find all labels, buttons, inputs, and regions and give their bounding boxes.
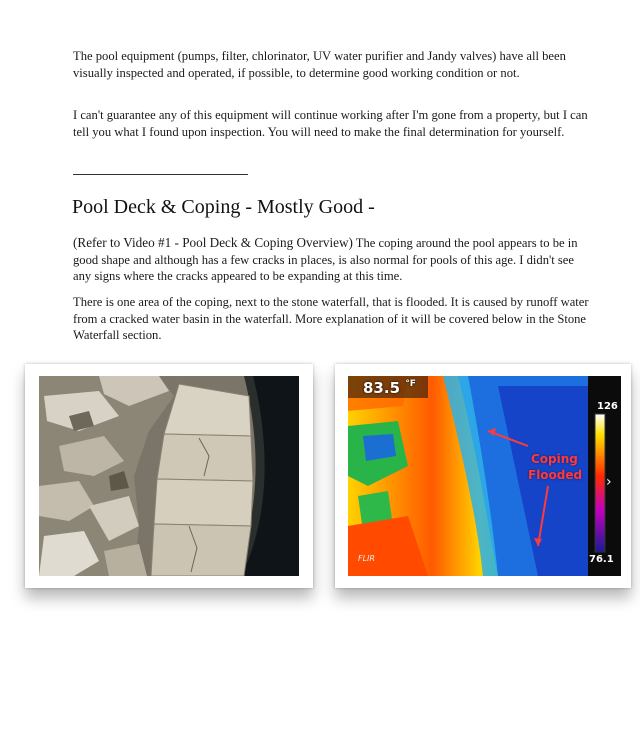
max-temperature-value: 83.5 — [363, 379, 401, 397]
section-divider — [73, 174, 248, 175]
flooded-coping-paragraph: There is one area of the coping, next to the stone waterfall, that is flooded. It is caused by runoff water from a cracked water basin in the waterfall. More explanation of it will be covered below in the Stone Waterfall section. — [73, 295, 589, 342]
section-heading: Pool Deck & Coping - Mostly Good - — [72, 196, 375, 218]
video-reference: (Refer to Video #1 - Pool Deck & Coping Overview) — [73, 235, 353, 250]
coping-photo-frame — [25, 364, 313, 588]
max-temperature-readout — [363, 379, 416, 397]
scale-max-label: 126 — [597, 401, 618, 412]
coping-overview-paragraph — [73, 235, 593, 285]
coping-photo — [39, 376, 299, 576]
guarantee-disclaimer-paragraph: I can't guarantee any of this equipment will continue working after I'm gone from a property, but I can tell you what I found upon inspection. You will need to make the final determination for yourself. — [73, 108, 588, 139]
coping-photo-graphic — [39, 376, 299, 576]
thermal-photo-frame — [335, 364, 631, 588]
equipment-inspection-paragraph: The pool equipment (pumps, filter, chlorinator, UV water purifier and Jandy valves) have all been visually inspected and operated, if possible, to determine good working condition or not. — [73, 49, 566, 80]
coping-overview-text: The coping around the pool appears to be in good shape and although has a few cracks in places, is also normal for pools of this age. I didn't see any signs where the cracks appeared to be expanding at this time. — [73, 236, 578, 283]
annotation-flooded: Flooded — [528, 468, 583, 482]
camera-brand-mark: FLIR — [358, 554, 375, 563]
temperature-unit: °F — [405, 379, 416, 389]
thermal-image — [348, 376, 621, 576]
next-image-chevron-icon[interactable]: › — [606, 474, 612, 490]
annotation-coping: Coping — [531, 452, 578, 466]
scale-min-label: 76.1 — [589, 554, 614, 565]
